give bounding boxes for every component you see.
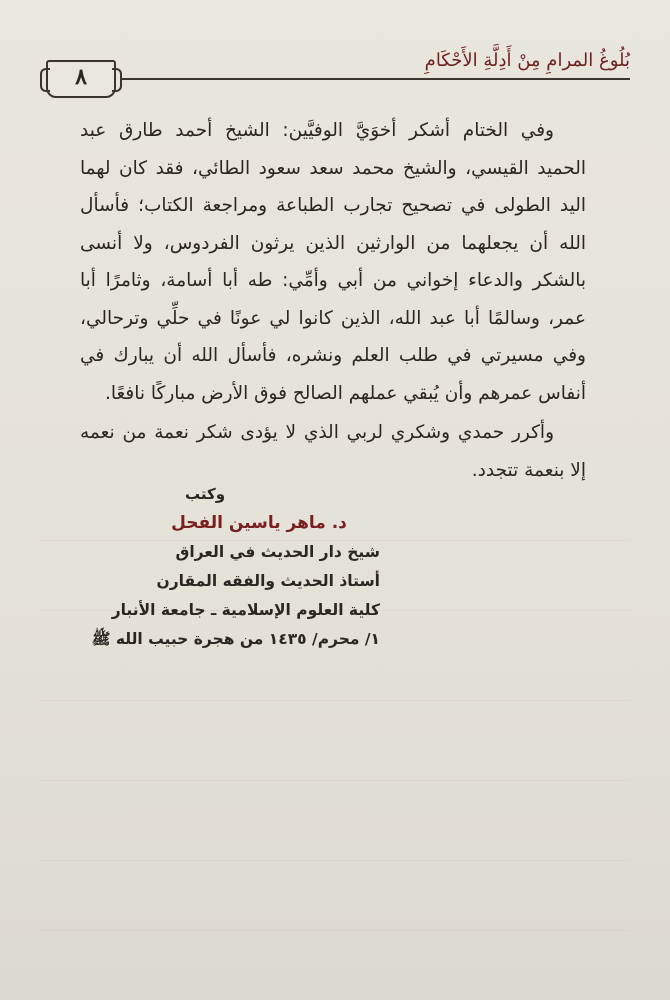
page-number-frame <box>46 60 116 98</box>
main-text <box>80 112 586 489</box>
bleed-through-line <box>40 860 630 861</box>
paragraph-praise: وأكرر حمدي وشكري لربي الذي لا يؤدى شكر نعمة من نعمه إلا بنعمة تتجدد. <box>80 422 586 481</box>
bleed-through-line <box>40 780 630 781</box>
page-header <box>40 50 630 98</box>
book-title: بُلُوغُ المرامِ مِنْ أَدِلَّةِ الأَحْكَامِ <box>424 50 630 71</box>
page-number: ٨ <box>75 64 87 90</box>
author-name: د. ماهر ياسين الفحل <box>171 513 347 533</box>
author-affiliation: كلية العلوم الإسلامية ـ جامعة الأنبار <box>111 601 380 619</box>
author-title-2: أستاذ الحديث والفقه المقارن <box>156 572 380 590</box>
written-by-label: وكتب <box>184 485 226 503</box>
bleed-through-line <box>40 700 630 701</box>
header-rule <box>122 78 630 80</box>
signature-block <box>91 480 380 654</box>
paragraph-acknowledgements: وفي الختام أشكر أخوَيَّ الوفيَّين: الشيخ أحمد طارق عبد الحميد القيسي، والشيخ محمد سعد سعود الطائي، فقد كان لهما اليد الطولى في تصحيح تجارب الطباعة ومراجعة الكتاب؛ فأسأل الله أن يجعلهما من الوارثين الذين يرثون الفردوس، ولا أنسى بالشكر والدعاء إخواني من أبي وأمِّي: طه أبا أسامة، وثامرًا أبا عمر، وسالمًا أبا عبد الله، الذين كانوا لي عونًا في حلِّي وترحالي، وفي مسيرتي في طلب العلم ونشره، فأسأل الله أن يبارك في أنفاس عمرهم وأن يُبقي عملهم الصالح فوق الأرض مباركًا نافعًا. <box>80 120 586 404</box>
signature-date: ١/ محرم/ ١٤٣٥ من هجرة حبيب الله ﷺ <box>91 630 380 648</box>
bleed-through-line <box>40 930 630 931</box>
author-title-1: شيخ دار الحديث في العراق <box>175 543 380 561</box>
